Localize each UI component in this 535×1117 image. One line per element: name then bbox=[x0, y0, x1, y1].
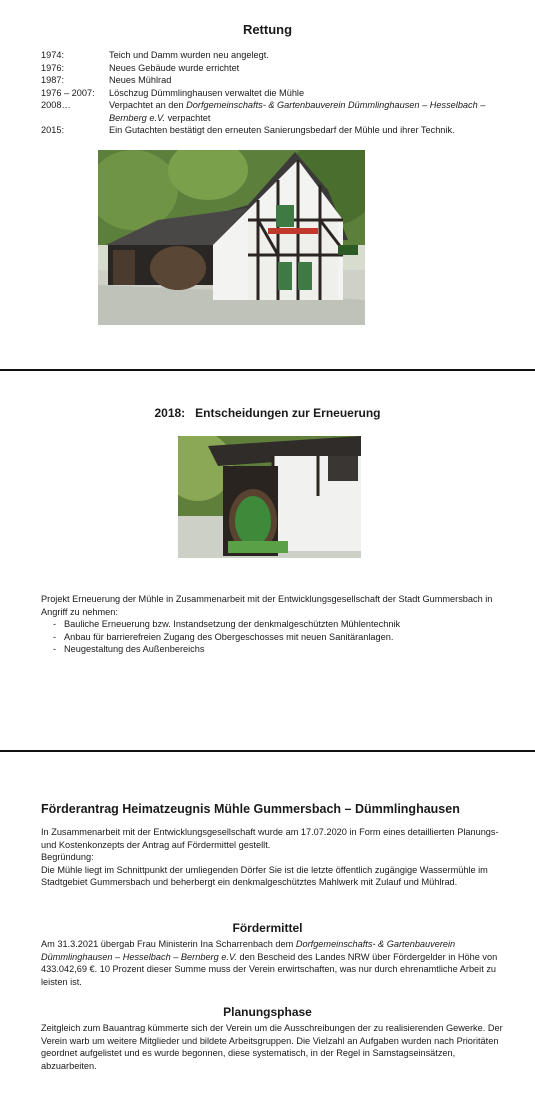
begruendung-label: Begründung: bbox=[41, 852, 94, 862]
section-divider bbox=[0, 369, 535, 371]
timeline-text: Ein Gutachten bestätigt den erneuten Sanierungsbedarf der Mühle und ihrer Technik. bbox=[109, 125, 455, 135]
project-intro: Projekt Erneuerung der Mühle in Zusammenarbeit mit der Entwicklungsgesellschaft der Stadt Gummersbach in Angriff zu nehmen: bbox=[41, 594, 493, 617]
timeline-text: Neues Gebäude wurde errichtet bbox=[109, 62, 240, 73]
timeline-year: 2008… bbox=[41, 100, 71, 110]
section-title-foerdermittel: Fördermittel bbox=[232, 921, 303, 935]
foerdermittel-text bbox=[41, 938, 511, 988]
timeline-text: Teich und Damm wurden neu angelegt. bbox=[109, 50, 269, 60]
association-name: Dorfgemeinschafts- & Gartenbauverein Dümmlinghausen – Hesselbach – Bernberg e.V. bbox=[109, 100, 486, 123]
timeline-text bbox=[109, 99, 511, 124]
timeline-text: Löschzug Dümmlinghausen verwaltet die Mühle bbox=[109, 87, 305, 98]
planungsphase-text: Zeitgleich zum Bauantrag kümmerte sich der Verein um die Ausschreibungen der zu realisierenden Gewerke. Der Verein warb um weitere Mitglieder und bildete Arbeitsgruppen. Die Vielzahl an Aufgaben wurden nach Prioritäten geordnet aufgelistet und es wurde begonnen, diese systematisch, in der Regel in Samstagseinsätzen, abzuarbeiten. bbox=[41, 1023, 503, 1071]
timeline-row bbox=[41, 124, 511, 137]
timeline-text-end: verpachtet bbox=[165, 112, 211, 123]
association-name: Dorfgemeinschafts- & Gartenbauverein Dümmlinghausen – Hesselbach – Bernberg e.V. bbox=[41, 939, 456, 962]
section-title-foerderantrag: Förderantrag Heimatzeugnis Mühle Gummersbach – Dümmlinghausen bbox=[41, 802, 460, 816]
section-title-planungsphase: Planungsphase bbox=[223, 1005, 312, 1019]
timeline-year: 1987: bbox=[41, 75, 64, 85]
timeline-row bbox=[41, 62, 511, 75]
timeline-row bbox=[41, 74, 511, 87]
list-item: - Anbau für barrierefreien Zugang des Obergeschosses mit neuen Sanitäranlagen. bbox=[53, 631, 511, 644]
timeline-text-plain: Verpachtet an den bbox=[109, 100, 187, 110]
section-title-rettung: Rettung bbox=[242, 22, 293, 37]
timeline-text: Neues Mühlrad bbox=[109, 75, 172, 85]
project-list bbox=[41, 618, 511, 656]
foerderantrag-text bbox=[41, 826, 511, 889]
timeline-year: 2015: bbox=[41, 125, 64, 135]
text-run: den Bescheid des Landes NRW über Fördergelder in Höhe von 433.042,69 €. 10 Prozent dieser Summe muss der Verein erwirtschaften, was nur durch ehrenamtliche Arbeit zu leisten ist. bbox=[41, 951, 498, 987]
section-title-entscheidungen: 2018: Entscheidungen zur Erneuerung bbox=[154, 406, 381, 420]
text-run: Am 31.3.2021 übergab Frau Ministerin Ina Scharrenbach dem bbox=[41, 939, 296, 949]
paragraph: In Zusammenarbeit mit der Entwicklungsgesellschaft wurde am 17.07.2020 in Form eines detaillierten Planungs- und Kostenkonzepts der Antrag auf Fördermittel gestellt. bbox=[41, 827, 499, 850]
list-item: - Bauliche Erneuerung bzw. Instandsetzung der denkmalgeschützten Mühlentechnik bbox=[53, 618, 511, 631]
list-item: - Neugestaltung des Außenbereichs bbox=[53, 643, 511, 656]
timeline-year: 1976 – 2007: bbox=[41, 87, 95, 98]
timeline-row bbox=[41, 49, 511, 62]
timeline-year: 1976: bbox=[41, 62, 64, 73]
timeline-row bbox=[41, 87, 511, 100]
timeline-row bbox=[41, 99, 511, 124]
project-block bbox=[41, 593, 511, 656]
timeline-year: 1974: bbox=[41, 50, 64, 60]
section-divider bbox=[0, 750, 535, 752]
paragraph: Die Mühle liegt im Schnittpunkt der umliegenden Dörfer Sie ist die letzte öffentlich zugängige Wassermühle im Stadtgebiet Gummersbach und beherbergt ein denkmalgeschütztes Mahlwerk mit Zulauf und Mühlrad. bbox=[41, 864, 488, 887]
timeline bbox=[41, 49, 511, 137]
waterwheel-photo bbox=[178, 436, 361, 558]
mill-photo bbox=[98, 150, 365, 325]
